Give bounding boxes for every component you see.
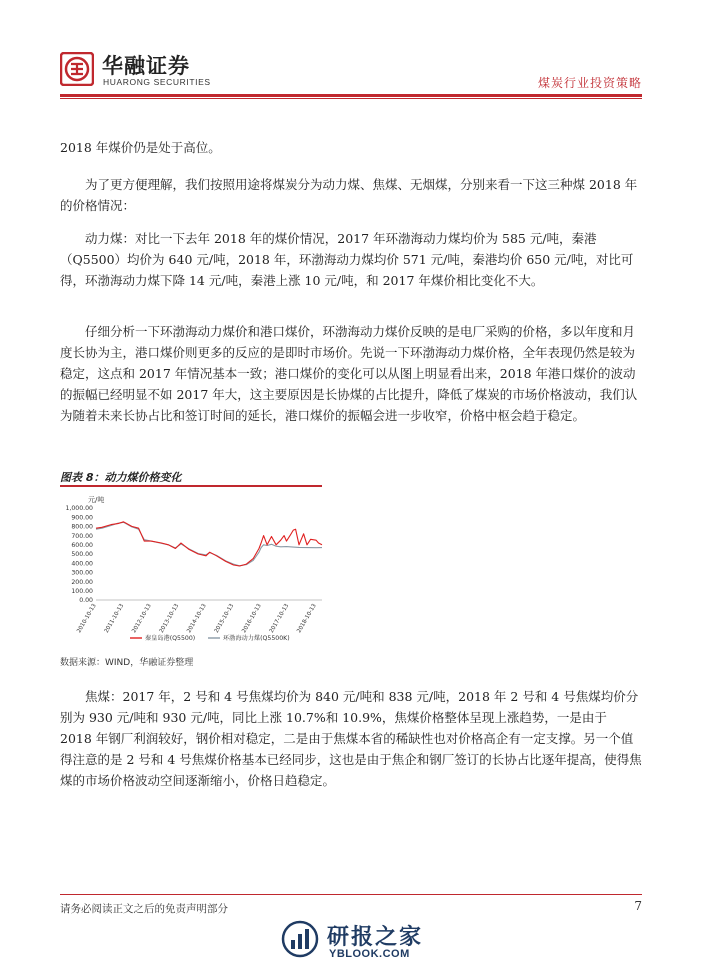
report-category: 煤炭行业投资策略 — [537, 76, 642, 90]
x-tick-label: 2010-10-13 — [76, 603, 98, 635]
paragraph-coking-coal: 焦煤：2017 年，2 号和 4 号焦煤均价为 840 元/吨和 838 元/吨，2018 年 2 号和 4 号焦煤均价分别为 930 元/吨和 930 元/吨，同比上涨 10.7%和 10.9%，焦煤价格整体呈现上涨趋势，一是由于 2018 年钢厂利润较好，钢价相对稳定，二是由于焦煤本省的稀缺性也对价格高企有一定支撑。另一个值得注意的是 2 号和 4 号焦煤价格基本已经同步，这也是由于焦企和钢厂签订的长协占比逐年提高，使得焦煤的市场价格波动空间逐渐缩小，价格日趋稳定。 — [60, 689, 642, 788]
figure-title-rule — [60, 485, 322, 487]
x-tick-label: 2012-10-13 — [131, 603, 153, 635]
y-tick-label: 100.00 — [71, 588, 93, 595]
watermark-en: YBLOOK.COM — [329, 948, 410, 960]
x-tick-label: 2017-10-13 — [268, 603, 291, 635]
x-tick-label: 2011-10-13 — [103, 603, 126, 635]
x-tick-label: 2013-10-13 — [158, 603, 181, 635]
paragraph-2: 为了更方便理解，我们按照用途将煤炭分为动力煤、焦煤、无烟煤，分别来看一下这三种煤 2018 年的价格情况： — [60, 177, 638, 213]
watermark-cn: 研报之家 — [327, 925, 424, 950]
series-line — [96, 522, 322, 566]
y-tick-label: 300.00 — [71, 569, 93, 577]
y-tick-label: 200.00 — [71, 578, 93, 586]
y-tick-label: 600.00 — [71, 542, 93, 549]
series-line — [96, 522, 322, 566]
y-tick-label: 800.00 — [71, 523, 93, 531]
y-tick-label: 700.00 — [71, 532, 93, 540]
y-axis-ticks — [65, 505, 93, 604]
x-tick-label: 2016-10-13 — [241, 603, 263, 635]
paragraph-analysis: 仔细分析一下环渤海动力煤价和港口煤价，环渤海动力煤价反映的是电厂采购的价格，多以年度和月度长协为主，港口煤价则更多的反应的是即时市场价。先说一下环渤海动力煤价格，全年表现仍然是较为稳定，这点和 2017 年情况基本一致；港口煤价的变化可以从图上明显看出来，2018 年港口煤价的波动的振幅已经明显不如 2017 年大，这主要原因是长协煤的占比提升，降低了煤炭的市场价格波动，我们认为随着未来长协占比和签订时间的延长，港口煤价的振幅会进一步收窄，价格中枢会趋于稳定。 — [60, 324, 638, 423]
huarong-logo-icon — [60, 52, 94, 86]
chart-unit-label: 元/吨 — [88, 496, 105, 504]
disclaimer-note: 请务必阅读正文之后的免责声明部分 — [60, 903, 228, 915]
y-tick-label: 500.00 — [71, 551, 93, 559]
y-tick-label: 900.00 — [71, 514, 93, 522]
y-tick-label: 400.00 — [71, 560, 93, 568]
x-axis-ticks — [76, 603, 318, 635]
chart-series — [96, 522, 322, 566]
page-header — [0, 0, 702, 100]
ybook-logo-icon — [281, 920, 319, 958]
x-tick-label: 2015-10-13 — [213, 603, 236, 635]
thermal-coal-price-chart — [60, 490, 335, 650]
header-divider-thin — [60, 98, 642, 99]
paragraph-coal-thermal: 动力煤：对比一下去年 2018 年的煤价情况，2017 年环渤海动力煤均价为 585 元/吨，秦港（Q5500）均价为 640 元/吨，2018 年，环渤海动力煤均价 571 元/吨，秦港均价 650 元/吨，对比可得，环渤海动力煤下降 14 元/吨，秦港上涨 10 元/吨，和 2017 年煤价相比变化不大。 — [60, 231, 634, 288]
footer-divider — [60, 894, 642, 895]
x-tick-label: 2018-10-13 — [296, 603, 318, 635]
chart-legend — [130, 634, 290, 642]
page-number: 7 — [634, 899, 642, 913]
brand-name: 华融证券 — [102, 54, 190, 78]
y-tick-label: 1,000.00 — [65, 505, 93, 513]
y-tick-label: 0.00 — [79, 597, 93, 605]
header-divider — [60, 94, 642, 97]
watermark — [281, 918, 481, 964]
paragraph-1: 2018 年煤价仍是处于高位。 — [60, 140, 221, 155]
legend-label: 秦皇岛港(Q5500) — [145, 635, 196, 642]
brand-name-en: HUARONG SECURITIES — [103, 77, 211, 87]
legend-label: 环渤海动力煤(Q5500K) — [223, 635, 290, 642]
figure-title: 图表 8：动力煤价格变化 — [60, 471, 182, 484]
x-tick-label: 2014-10-13 — [186, 603, 208, 635]
figure-source: 数据来源：WIND，华融证券整理 — [60, 658, 194, 668]
